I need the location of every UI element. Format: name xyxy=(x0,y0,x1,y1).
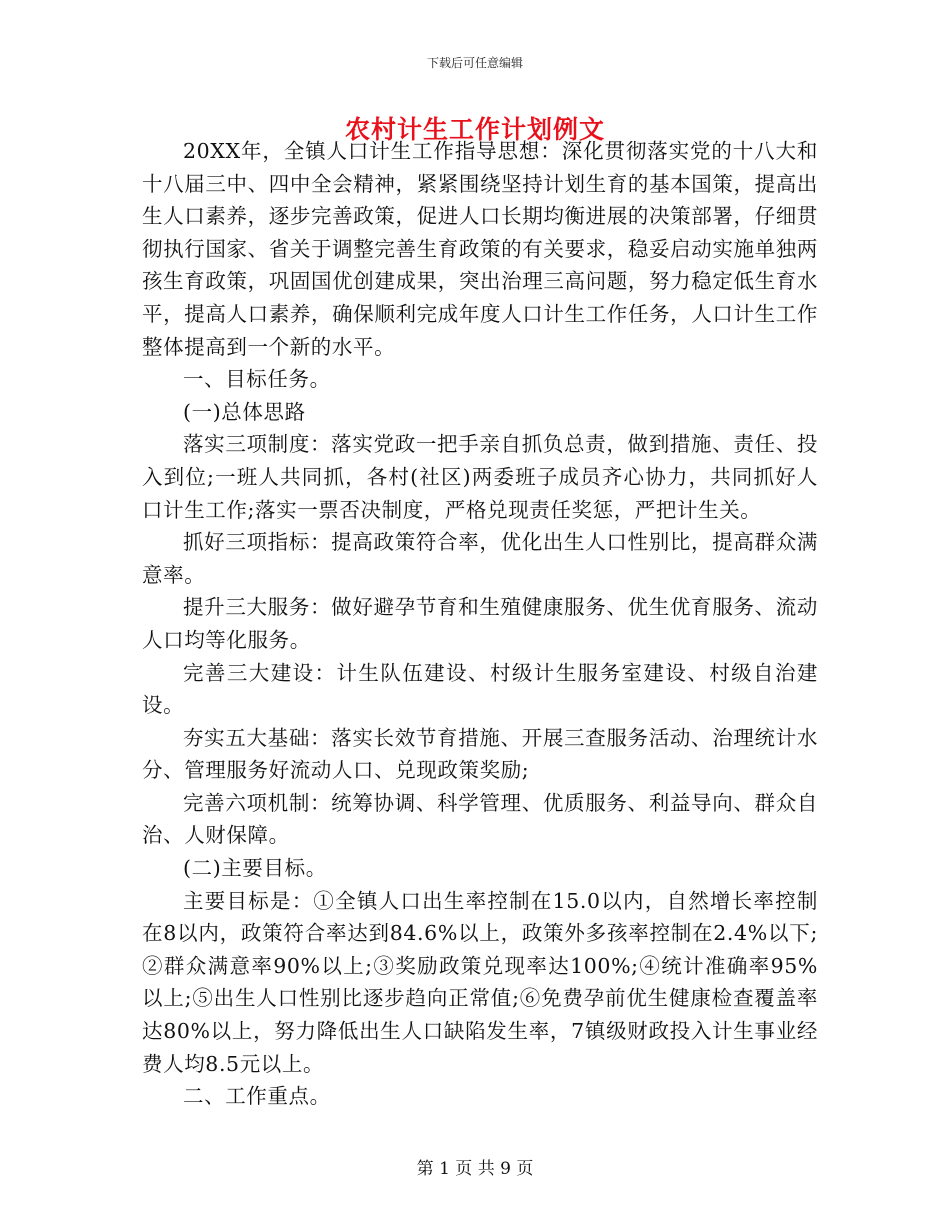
section-heading-key-work: 二、工作重点。 xyxy=(183,1084,331,1109)
paragraph-six-mechanisms: 完善六项机制：统筹协调、科学管理、优质服务、利益导向、群众自治、人财保障。 xyxy=(142,790,818,848)
header-note: 下载后可任意编辑 xyxy=(426,56,523,70)
paragraph-five-foundations: 夯实五大基础：落实长效节育措施、开展三查服务活动、治理统计水分、管理服务好流动人口、兑现政策奖励; xyxy=(142,725,818,783)
document-body xyxy=(142,135,818,1113)
subsection-heading-main-goals: (二)主要目标。 xyxy=(183,856,327,881)
page-footer: 第 1 页 共 9 页 xyxy=(416,1159,534,1179)
paragraph-three-constructions: 完善三大建设：计生队伍建设、村级计生服务室建设、村级自治建设。 xyxy=(142,660,818,718)
paragraph-main-goals: 主要目标是：①全镇人口出生率控制在15.0以内，自然增长率控制在8以内，政策符合率达到84.6%以上，政策外多孩率控制在2.4%以下;②群众满意率90%以上;③奖励政策兑现率达100%;④统计准确率95%以上;⑤出生人口性别比逐步趋向正常值;⑥免费孕前优生健康检查覆盖率达80%以上，努力降低出生人口缺陷发生率，7镇级财政投入计生事业经费人均8.5元以上。 xyxy=(142,888,818,1076)
paragraph-three-services: 提升三大服务：做好避孕节育和生殖健康服务、优生优育服务、流动人口均等化服务。 xyxy=(142,595,818,652)
section-heading-goals: 一、目标任务。 xyxy=(183,367,331,392)
subsection-heading-overall: (一)总体思路 xyxy=(183,399,306,424)
paragraph-guiding-thought: 20XX年，全镇人口计生工作指导思想：深化贯彻落实党的十八大和十八届三中、四中全会精神，紧紧围绕坚持计划生育的基本国策，提高出生人口素养，逐步完善政策，促进人口长期均衡进展的决策部署，仔细贯彻执行国家、省关于调整完善生育政策的有关要求，稳妥启动实施单独两孩生育政策，巩固国优创建成果，突出治理三高问题，努力稳定低生育水平，提高人口素养，确保顺利完成年度人口计生工作任务，人口计生工作整体提高到一个新的水平。 xyxy=(142,139,818,359)
paragraph-three-indicators: 抓好三项指标：提高政策符合率，优化出生人口性别比，提高群众满意率。 xyxy=(142,530,818,587)
document-title: 农村计生工作计划例文 xyxy=(344,115,605,144)
paragraph-three-systems: 落实三项制度：落实党政一把手亲自抓负总责，做到措施、责任、投入到位;一班人共同抓，各村(社区)两委班子成员齐心协力，共同抓好人口计生工作;落实一票否决制度，严格兑现责任奖惩，严把计生关。 xyxy=(142,432,818,522)
